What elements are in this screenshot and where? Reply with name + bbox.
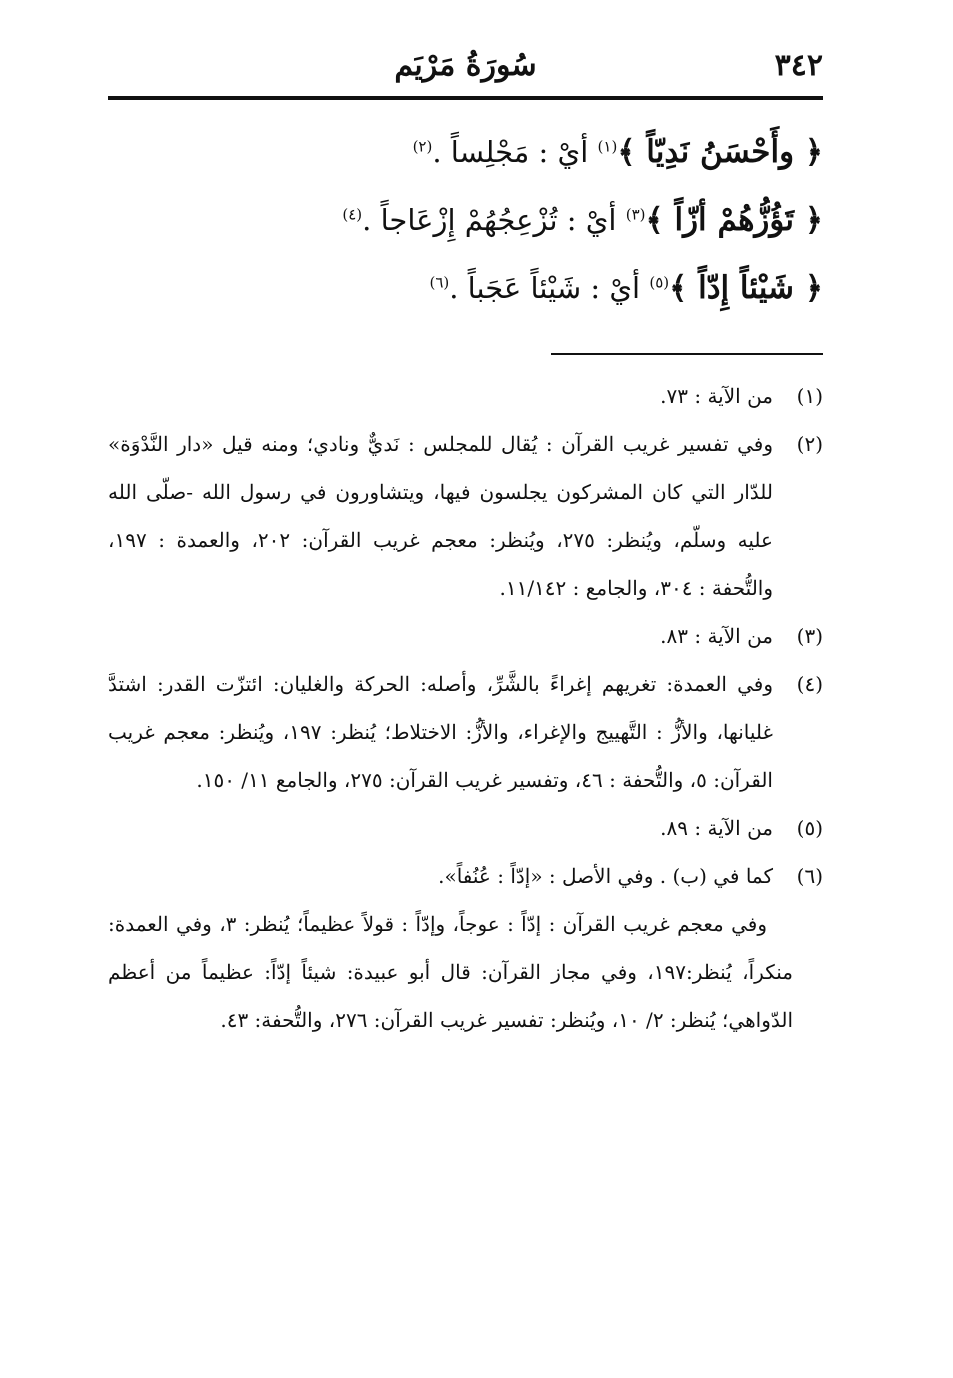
footnote-ref: (٦)	[429, 273, 450, 292]
footnote-ref: (١)	[597, 137, 618, 156]
header-rule	[108, 96, 823, 100]
verse-quote: ﴿ وأَحْسَنُ نَدِيّاً ﴾	[617, 134, 823, 170]
verse-line	[108, 186, 823, 254]
verse-quote: ﴿ تَؤُزُّهُمْ أزّاً ﴾	[645, 202, 823, 238]
footnote-number: (٥)	[796, 816, 823, 840]
footnote-ref: (٢)	[412, 137, 433, 156]
footnote-ref: (٤)	[342, 205, 363, 224]
verse-line	[108, 118, 823, 186]
footnote-text: وفي العمدة: تغريهم إغراءً بالشَّرِّ، وأصله: الحركة والغليان: ائتزّت القدر: اشتدَّ غليانها، والأزُّ : التَّهييج والإغراء، والأزُّ: الاختلاط؛ يُنظر: ١٩٧، ويُنظر: معجم غريب القرآن: ٥، والتُّحفة : ٤٦، وتفسير غريب القرآن: ٢٧٥، والجامع ١١/ ١٥٠.	[108, 672, 773, 792]
footnote	[108, 612, 823, 660]
footnote-text: من الآية : ٨٣.	[660, 624, 773, 648]
footnote-text: من الآية : ٨٩.	[660, 816, 773, 840]
page-header	[108, 38, 823, 98]
footnote-number: (٦)	[796, 864, 823, 888]
footnote-number: (١)	[796, 384, 823, 408]
footnote-ref: (٣)	[625, 205, 646, 224]
verse-quote: ﴿ شَيْئاً إِدّاً ﴾	[669, 270, 823, 306]
verse-gloss: أيْ : مَجْلِساً .	[432, 135, 598, 169]
footnotes-block	[108, 372, 823, 1044]
footnote	[108, 372, 823, 420]
footnote-number: (٢)	[796, 432, 823, 456]
page-number: ٣٤٢	[774, 48, 823, 83]
footnote-continuation: وفي معجم غريب القرآن : إدّاً : عوجاً، وإدّاً : قولاً عظيماً؛ يُنظر: ٣، وفي العمدة: منكراً، يُنظر:١٩٧، وفي مجاز القرآن: قال أبو عبيدة: شيئاً إدّاً: عظيماً من أعظم الدّواهي؛ يُنظر: ٢/ ١٠، ويُنظر: تفسير غريب القرآن: ٢٧٦، والتُّحفة: ٤٣.	[108, 912, 793, 1032]
verse-gloss: أيْ : تُزْعِجُهُمْ إِزْعَاجاً .	[362, 203, 626, 237]
footnote-number: (٣)	[796, 624, 823, 648]
footnote-ref: (٥)	[649, 273, 670, 292]
verses-block	[108, 118, 823, 322]
footnote	[108, 852, 823, 900]
footnote	[108, 804, 823, 852]
verse-gloss: أيْ : شَيْئاً عَجَباً .	[449, 271, 650, 305]
footnote-number: (٤)	[796, 672, 823, 696]
footnote-separator	[551, 353, 823, 355]
footnote-text: وفي تفسير غريب القرآن : يُقال للمجلس : نَديٌّ ونادي؛ ومنه قيل «دار النَّدْوَة» للدّار التي كان المشركون يجلسون فيها، ويتشاورون في رسول الله -صلّى الله عليه وسلّم، ويُنظر: ٢٧٥، ويُنظر: معجم غريب القرآن: ٢٠٢، والعمدة : ١٩٧، والتُّحفة : ٣٠٤، والجامع : ١١/١٤٢.	[108, 432, 773, 600]
surah-title: سُورَةُ مَرْيَم	[394, 48, 537, 83]
footnote	[108, 660, 823, 804]
verse-line	[108, 254, 823, 322]
footnote-text: كما في (ب) . وفي الأصل : «إدّاً : عُنُفاً».	[438, 864, 773, 888]
footnote-text: من الآية : ٧٣.	[660, 384, 773, 408]
footnote	[108, 420, 823, 612]
